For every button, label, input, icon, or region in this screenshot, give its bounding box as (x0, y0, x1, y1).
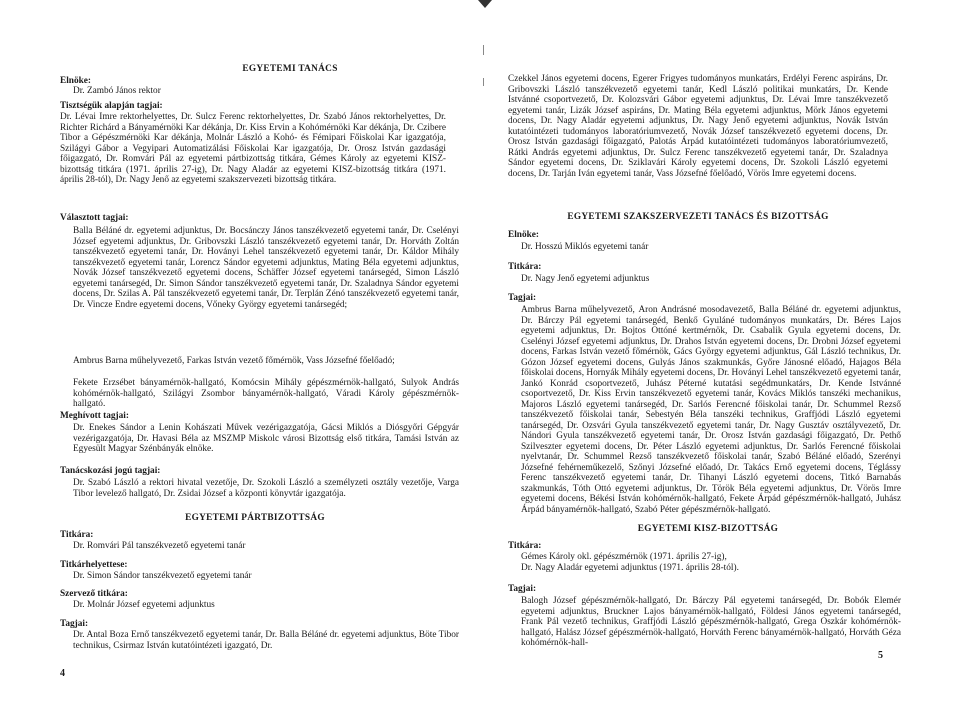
meghivott-label: Meghívott tagjai: (60, 411, 129, 421)
titkara-text: Dr. Romvári Pál tanszékvezető egyetemi tanár (73, 541, 246, 551)
szervezo-titkar-text: Dr. Molnár József egyetemi adjunktus (73, 600, 215, 610)
kisz-tagjai-text: Balogh József gépészmérnök-hallgató, Dr. Bárczy Pál egyetemi tanársegéd, Dr. Bobók Elemér egyetemi adjunktus, Bruckner Lajos bányamérnök-hallgató, Földesi János egyetemi tanársegéd, Frank Pál vezető technikus, Graffjódi László gépészmérnök-hallgató, Grega Oszkár kohómérnök-hallgató, Halász József gépészmérnök-hallgató, Horváth Ferenc bányamérnök-hallgató, Horváth Géza kohómérnök-hall- (521, 596, 901, 648)
tanacskozasi-label: Tanácskozási jogú tagjai: (60, 466, 161, 476)
szervezo-titkar-label: Szervező titkára: (60, 589, 128, 599)
kisz-titkara-label: Titkára: (508, 541, 542, 551)
valasztott-text-2: Ambrus Barna műhelyvezető, Farkas István vezető főmérnök, Vass Józsefné főelőadó; (73, 356, 395, 366)
union-tagjai-text: Ambrus Barna műhelyvezető, Áron Andrásné mosodavezető, Balla Béláné dr. egyetemi adjunktus, Dr. Bárczy Pál egyetemi tanársegéd, Benkő Gyuláné tudományos munkatárs, Dr. Béres Lajos egyetemi adjunktus, Dr. Bojtos Ottóné kertmérnök, Dr. Csabalik Gyula egyetemi docens, Dr. Cselényi József egyetemi adjunktus, Dr. Drahos István egyetemi docens, Dr. Drobni József egyetemi docens, Farkas István vezető főmérnök, Gács György egyetemi adjunktus, Gál László technikus, Dr. Gózon József egyetemi docens, Gulyás János szakmunkás, Győre Jánosné előadó, Hajagos Béla főiskolai docens, Hornyák Mihály egyetemi docens, Dr. Hoványi Lehel tanszékvezető egyetemi tanár, Jankó Konrád csoportvezető, Juhász Péterné kutatási segédmunkatárs, Dr. Kende Istvánné csoportvezető, Dr. Kiss Ervin tanszékvezető egyetemi tanár, Kovács Miklós tanszéki mechanikus, Majoros László egyetemi tanársegéd, Dr. Sarlós Ferencné főiskolai tanár, Dr. Schummel Rezső tanszékvezető főiskolai tanár, Sebestyén Béla tanszéki technikus, Graffjódi László egyetemi tanársegéd, Dr. Ozsvári Gyula tanszékvezető egyetemi tanár, Dr. Nagy Gusztáv osztályvezető, Dr. Nándori Gyula tanszékvezető egyetemi tanár, Dr. Orosz István gazdasági főigazgató, Dr. Pethő Szilveszter egyetemi docens, Dr. Péter László egyetemi adjunktus, Dr. Sarlós Ferencné főiskolai nyelvtanár, Dr. Schummel Rezső tanszékvezető főiskolai tanár, Szabó Béláné előadó, Szerényi Józsefné fehérneműkezelő, Szőnyi Józsefné előadó, Dr. Takács Ernő egyetemi docens, Téglássy Ferenc tanszékvezető egyetemi tanár, Dr. Tihanyi László egyetemi docens, Titkó Barnabás szakmunkás, Tóth Ottó egyetemi adjunktus, Dr. Török Béla egyetemi adjunktus, Dr. Vörös Imre egyetemi docens, Békési István kohómérnök-hallgató, Fekete Árpád gépészmérnök-hallgató, Juhász Árpád bányamérnök-hallgató, Szabó Péter gépészmérnök-hallgató. (521, 305, 901, 515)
kisz-tagjai-label: Tagjai: (508, 584, 537, 594)
elnoke-text: Dr. Zambó János rektor (73, 86, 161, 96)
meghivott-text: Dr. Énekes Sándor a Lenin Kohászati Művek vezérigazgatója, Gácsi Miklós a Diósgyőri Gépgyár vezérigazgatója, Dr. Havasi Béla az MSZMP Miskolc városi Bizottság első titkára, Tamási István az Egyesült Magyar Szénbányák elnöke. (73, 423, 459, 454)
page-number: 5 (878, 650, 883, 661)
titkarhelyettese-text: Dr. Simon Sándor tanszékvezető egyetemi tanár (73, 571, 252, 581)
tagjai-label: Tagjai: (60, 619, 89, 629)
tanacskozasi-text: Dr. Szabó László a rektori hivatal vezetője, Dr. Szokoli László a személyzeti osztály vezetője, Varga Tibor levelező hallgató, Dr. Zsidai József a központi könyvtár igazgatója. (73, 478, 459, 499)
valasztott-text-1: Balla Béláné dr. egyetemi adjunktus, Dr. Bocsánczy János tanszékvezető egyetemi tanár, Dr. Cselényi József egyetemi adjunktus, Dr. Gribovszki László tanszékvezető egyetemi tanár, Dr. Horváth Zoltán tanszékvezető egyetemi tanár, Dr. Hoványi Lehel tanszékvezető egyetemi tanár, Dr. Káldor Mihály tanszékvezető egyetemi tanár, Lorencz Sándor egyetemi adjunktus, Mating Béla egyetemi adjunktus, Novák József tanszékvezető egyetemi docens, Schäffer József egyetemi tanársegéd, Simon László egyetemi tanársegéd, Dr. Simon Sándor tanszékvezető egyetemi tanár, Dr. Szaladnya Sándor egyetemi docens, Dr. Szilas A. Pál tanszékvezető egyetemi tanár, Dr. Terplán Zénó tanszékvezető egyetemi tanár, Dr. Vincze Endre egyetemi docens, Vőneky György egyetemi tanársegéd; (73, 226, 459, 310)
kisz-titkara-text-2: Dr. Nagy Aladár egyetemi adjunktus (1971. április 28-tól). (521, 563, 739, 573)
union-titkara-text: Dr. Nagy Jenő egyetemi adjunktus (521, 274, 650, 284)
section-header-partbizottsag: EGYETEMI PÁRTBIZOTTSÁG (185, 513, 325, 523)
party-members-continued: Czekkel János egyetemi docens, Egerer Frigyes tudományos munkatárs, Erdélyi Ferenc aspiráns, Dr. Gribovszki László tanszékvezető egyetemi tanár, Kedl László politikai munkatárs, Dr. Kende Istvánné csoportvezető, Dr. Kolozsvári Gábor egyetemi adjunktus, Dr. Lévai Imre tanszékvezető egyetemi tanár, Lizák József aspiráns, Dr. Mating Béla egyetemi adjunktus, Mörk János egyetemi docens, Dr. Nagy Aladár egyetemi adjunktus, Dr. Nagy Jenő egyetemi adjunktus, Novák István kutatóintézeti tudományos laboratóriumvezető, Novák József tanszékvezető egyetemi docens, Dr. Orosz István gazdasági főigazgató, Palotás Árpád kutatóintézeti tudományos laboratóriumvezető, Rátki András egyetemi adjunktus, Dr. Sulcz Ferenc tanszékvezető egyetemi tanár, Dr. Szaladnya Sándor egyetemi docens, Dr. Sziklavári Károly egyetemi docens, Dr. Szokoli László egyetemi docens, Dr. Tarján Iván egyetemi tanár, Vass Józsefné főelőadó, Vörös Imre egyetemi docens. (508, 74, 888, 179)
tisztsegiuk-text: Dr. Lévai Imre rektorhelyettes, Dr. Sulcz Ferenc rektorhelyettes, Dr. Szabó János rektorhelyettes, Dr. Richter Richárd a Bányamérnöki Kar dékánja, Dr. Kiss Ervin a Kohómérnöki Kar dékánja, Dr. Czibere Tibor a Gépészmérnöki Kar dékánja, Molnár László a Kohó- és Fémipari Főiskolai Kar igazgatója, Szilágyi Gábor a Vegyipari Automatizálási Főiskolai Kar igazgatója, Dr. Orosz István gazdasági főigazgató, Dr. Romvári Pál az egyetemi pártbizottság titkára, Gémes Károly az egyetemi KISZ-bizottság titkára (1971. április 27-ig), Dr. Nagy Aladár az egyetemi KISZ-bizottság titkára (1971. április 28-tól), Dr. Nagy Jenő az egyetemi szakszervezeti bizottság titkára. (60, 112, 446, 185)
tagjai-text: Dr. Antal Boza Ernő tanszékvezető egyetemi tanár, Dr. Balla Béláné dr. egyetemi adjunktus, Böte Tibor technikus, Csirmaz István kutatóintézeti igazgató, Dr. (73, 630, 459, 651)
right-page (508, 0, 901, 703)
page-number: 4 (60, 668, 65, 679)
titkarhelyettese-label: Titkárhelyettese: (60, 560, 128, 570)
union-elnoke-label: Elnöke: (508, 230, 539, 240)
kisz-titkara-text-1: Gémes Károly okl. gépészmérnök (1971. április 27-ig), (521, 552, 727, 562)
gutter-tick (483, 78, 484, 86)
titkara-label: Titkára: (60, 530, 94, 540)
section-header-egyetemi-tanacs: EGYETEMI TANÁCS (242, 64, 338, 74)
tisztsegiuk-label: Tisztségük alapján tagjai: (60, 101, 163, 111)
union-titkara-label: Titkára: (508, 262, 542, 272)
valasztott-label: Választott tagjai: (60, 213, 129, 223)
valasztott-text-3: Fekete Erzsébet bányamérnök-hallgató, Komócsin Mihály gépészmérnök-hallgató, Sulyok András kohómérnök-hallgató, Szilágyi Zsombor bányamérnök-hallgató, Váradi Károly gépészmérnök-hallgató. (73, 378, 459, 409)
section-header-kisz: EGYETEMI KISZ-BIZOTTSÁG (637, 524, 779, 534)
binding-mark (478, 0, 492, 8)
left-page (60, 0, 459, 703)
gutter-tick (483, 45, 484, 55)
section-header-szakszervezet: EGYETEMI SZAKSZERVEZETI TANÁCS ÉS BIZOTTSÁG (567, 212, 829, 222)
union-tagjai-label: Tagjai: (508, 293, 537, 303)
elnoke-label: Elnöke: (60, 76, 91, 86)
union-elnoke-text: Dr. Hosszú Miklós egyetemi tanár (521, 242, 649, 252)
